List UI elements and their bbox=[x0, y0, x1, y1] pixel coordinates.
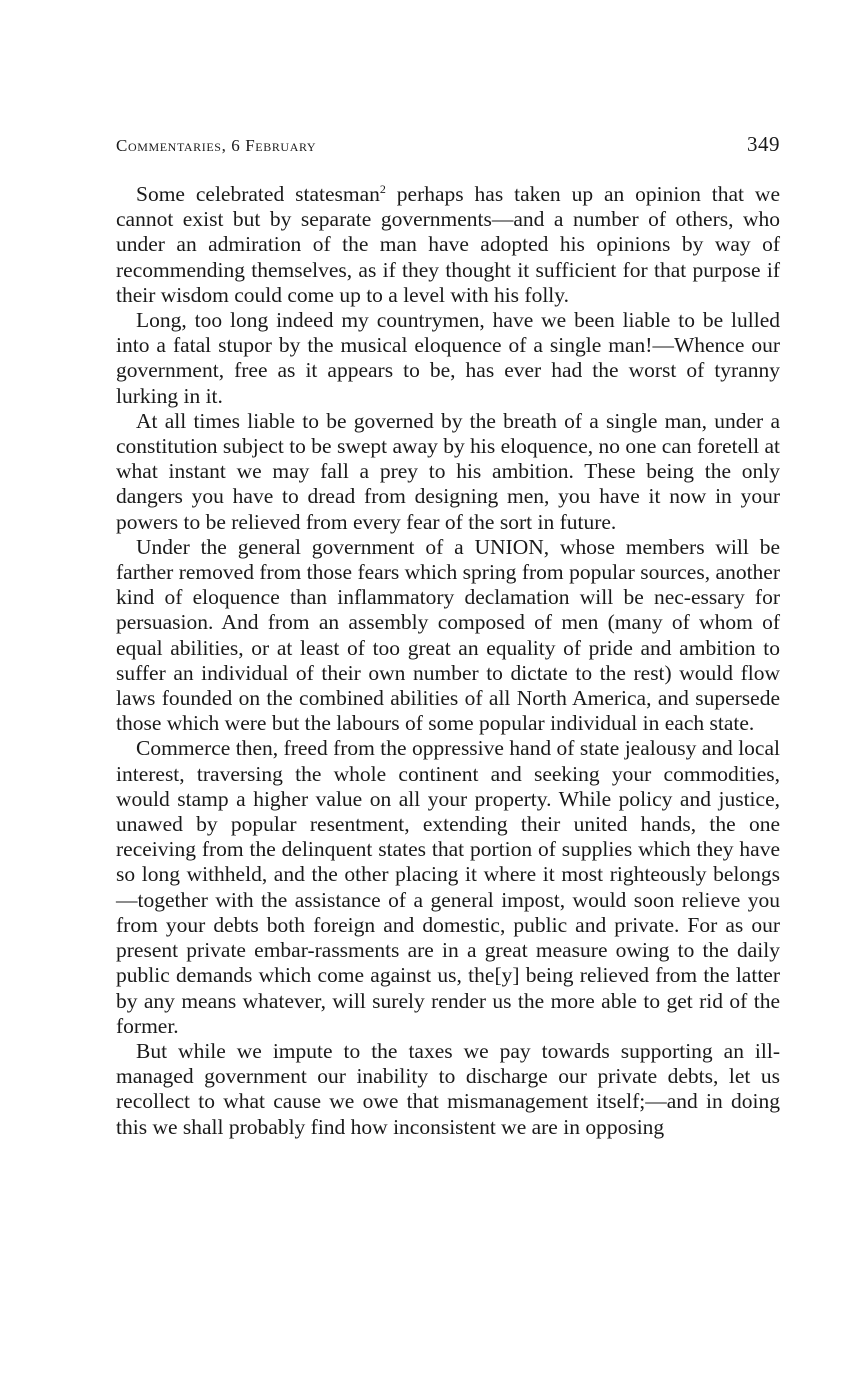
running-head bbox=[116, 132, 780, 162]
footnote-marker: 2 bbox=[379, 181, 386, 196]
paragraph: Under the general government of a UNION, whose members will be farther removed from those fears which spring from popular sources, another kind of eloquence than inflammatory declamation will be nec-essary for persuasion. And from an assembly composed of men (many of whom of equal abilities, or at least of too great an equality of pride and ambition to suffer an individual of their own number to dictate to the rest) would flow laws founded on the combined abilities of all North America, and supersede those which were but the labours of some popular individual in each state. bbox=[116, 534, 780, 736]
paragraph: At all times liable to be governed by the breath of a single man, under a constitution subject to be swept away by his eloquence, no one can foretell at what instant we may fall a prey to his ambition. These being the only dangers you have to dread from designing men, you have it now in your powers to be relieved from every fear of the sort in future. bbox=[116, 408, 780, 534]
page-number: 349 bbox=[747, 132, 780, 156]
paragraph: But while we impute to the taxes we pay towards supporting an ill-managed government our inability to discharge our private debts, let us recollect to what cause we owe that mismanagement itself;—and in doing this we shall probably find how inconsistent we are in opposing bbox=[116, 1038, 780, 1139]
paragraph bbox=[116, 182, 780, 308]
paragraph-text: Some celebrated statesman bbox=[136, 182, 380, 206]
document-page bbox=[116, 132, 780, 1140]
paragraph: Long, too long indeed my countrymen, have we been liable to be lulled into a fatal stupor by the musical eloquence of a single man!—Whence our government, free as it appears to be, has ever had the worst of tyranny lurking in it. bbox=[116, 308, 780, 408]
body-text bbox=[116, 182, 780, 1140]
paragraph: Commerce then, freed from the oppressive hand of state jealousy and local interest, traversing the whole continent and seeking your commodities, would stamp a higher value on all your property. While policy and justice, unawed by popular resentment, extending their united hands, the one receiving from the delinquent states that portion of supplies which they have so long withheld, and the other placing it where it most righteously belongs—together with the assistance of a general impost, would soon relieve you from your debts both foreign and domestic, public and private. For as our present private embar-rassments are in a great measure owing to the daily public demands which come against us, the[y] being relieved from the latter by any means whatever, will surely render us the more able to get rid of the former. bbox=[116, 736, 780, 1038]
paragraph-text: perhaps has taken up an opinion that we cannot exist but by separate governments—and a number of others, who under an admiration of the man have adopted his opinions by way of recommending themselves, as if they thought it sufficient for that purpose if their wisdom could come up to a level with his folly. bbox=[116, 182, 780, 307]
running-title: Commentaries, 6 February bbox=[116, 136, 317, 155]
